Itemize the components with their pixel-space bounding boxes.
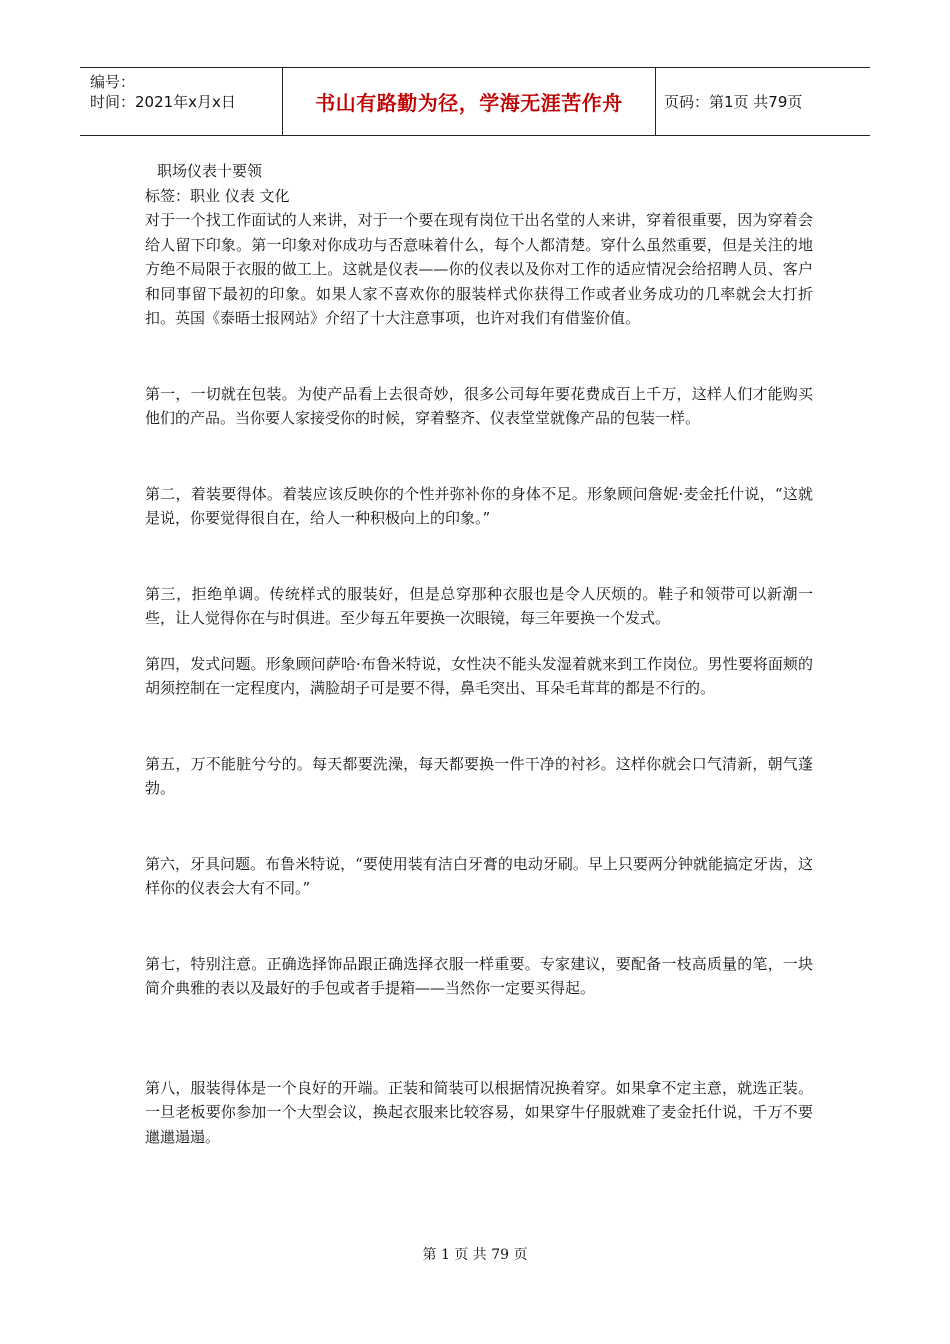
header-motto: 书山有路勤为径，学海无涯苦作舟 (282, 68, 656, 135)
paragraph-5: 第五，万不能脏兮兮的。每天都要洗澡，每天都要换一件干净的衬衫。这样你就会口气清新，朝气蓬勃。 (145, 754, 813, 797)
paragraph-4: 第四，发式问题。形象顾问萨哈·布鲁米特说，女性决不能头发湿着就来到工作岗位。男性要将面颊的胡须控制在一定程度内，满脸胡子可是要不得，鼻毛突出、耳朵毛茸茸的都是不行的。 (145, 654, 813, 697)
page-footer: 第 1 页 共 79 页 (422, 1247, 528, 1263)
document-title: 职场仪表十要领 (157, 162, 263, 180)
document-date: 时间：2021年x月x日 (90, 93, 236, 111)
paragraph-intro: 对于一个找工作面试的人来讲，对于一个要在现有岗位干出名堂的人来讲，穿着很重要，因为穿着会给人留下印象。第一印象对你成功与否意味着什么，每个人都清楚。穿什么虽然重要，但是关注的地方绝不局限于衣服的做工上。这就是仪表——你的仪表以及你对工作的适应情况会给招聘人员、客户和同事留下最初的印象。如果人家不喜欢你的服装样式你获得工作或者业务成功的几率就会大打折扣。英国《泰晤士报网站》介绍了十大注意事项，也许对我们有借鉴价值。 (145, 211, 813, 327)
header-meta (80, 68, 282, 135)
paragraph-7: 第七，特别注意。正确选择饰品跟正确选择衣服一样重要。专家建议，要配备一枝高质量的笔，一块简介典雅的表以及最好的手包或者手提箱——当然你一定要买得起。 (145, 954, 813, 997)
header-page-info: 页码：第1页 共79页 (664, 93, 803, 111)
paragraph-6: 第六，牙具问题。布鲁米特说，“要使用装有洁白牙膏的电动牙刷。早上只要两分钟就能搞定牙齿，这样你的仪表会大有不同。” (145, 854, 813, 897)
paragraph-1: 第一，一切就在包装。为使产品看上去很奇妙，很多公司每年要花费成百上千万，这样人们才能购买他们的产品。当你要人家接受你的时候，穿着整齐、仪表堂堂就像产品的包装一样。 (145, 384, 813, 427)
document-body (145, 159, 813, 1149)
document-number-label: 编号： (90, 73, 136, 91)
paragraph-8: 第八，服装得体是一个良好的开端。正装和简装可以根据情况换着穿。如果拿不定主意，就选正装。一旦老板要你参加一个大型会议，换起衣服来比较容易，如果穿牛仔服就难了麦金托什说，千万不要邋邋遢遢。 (145, 1078, 813, 1146)
page-header (80, 67, 870, 136)
paragraph-3: 第三，拒绝单调。传统样式的服装好，但是总穿那种衣服也是令人厌烦的。鞋子和领带可以新潮一些，让人觉得你在与时俱进。至少每五年要换一次眼镜，每三年要换一个发式。 (145, 584, 813, 627)
document-tags: 标签：职业 仪表 文化 (145, 186, 290, 205)
paragraph-2: 第二，着装要得体。着装应该反映你的个性并弥补你的身体不足。形象顾问詹妮·麦金托什说，“这就是说，你要觉得很自在，给人一种积极向上的印象。” (145, 484, 813, 527)
